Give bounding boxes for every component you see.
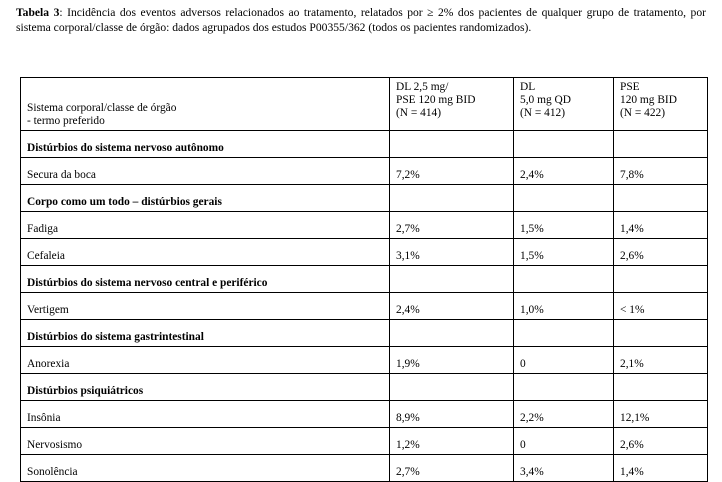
table-row	[21, 455, 708, 482]
caption-label: Tabela 3	[16, 6, 60, 19]
caption-text: : Incidência dos eventos adversos relacionados ao tratamento, relatados por ≥ 2% dos pacientes de qualquer grupo de tratamento, por sistema corporal/classe de órgão: dados agrupados dos estudos P00355/362 (todos os pacientes randomizados).	[16, 6, 707, 34]
value-cell: 2,7%	[390, 455, 514, 482]
value-cell	[614, 131, 708, 158]
table-row	[21, 158, 708, 185]
adverse-events-table	[20, 77, 708, 482]
value-cell: 1,2%	[390, 428, 514, 455]
value-cell	[390, 185, 514, 212]
header-line: DL 2,5 mg/	[396, 81, 449, 93]
value-cell	[514, 266, 614, 293]
category-label: Distúrbios do sistema gastrintestinal	[21, 320, 390, 347]
category-row	[21, 266, 708, 293]
value-cell	[614, 320, 708, 347]
value-cell: 2,7%	[390, 212, 514, 239]
term-cell: Secura da boca	[21, 158, 390, 185]
value-cell: 2,1%	[614, 347, 708, 374]
header-line: (N = 422)	[620, 107, 666, 119]
value-cell: 12,1%	[614, 401, 708, 428]
value-cell: 1,5%	[514, 239, 614, 266]
value-cell	[514, 131, 614, 158]
table-row	[21, 428, 708, 455]
value-cell: < 1%	[614, 293, 708, 320]
header-line: DL	[520, 81, 536, 93]
header-cell-pse	[614, 78, 708, 131]
category-label: Corpo como um todo – distúrbios gerais	[21, 185, 390, 212]
value-cell: 7,2%	[390, 158, 514, 185]
value-cell: 3,4%	[514, 455, 614, 482]
value-cell	[514, 185, 614, 212]
table-header-row	[21, 78, 708, 131]
value-cell	[390, 131, 514, 158]
header-line: (N = 414)	[396, 107, 442, 119]
term-cell: Fadiga	[21, 212, 390, 239]
category-row	[21, 374, 708, 401]
header-line: 5,0 mg QD	[520, 94, 571, 106]
value-cell	[390, 320, 514, 347]
value-cell: 2,2%	[514, 401, 614, 428]
category-row	[21, 320, 708, 347]
value-cell: 2,4%	[514, 158, 614, 185]
header-line: 120 mg BID	[620, 94, 677, 106]
table-caption	[16, 5, 706, 35]
category-row	[21, 185, 708, 212]
header-line: (N = 412)	[520, 107, 566, 119]
term-cell: Nervosismo	[21, 428, 390, 455]
value-cell	[514, 374, 614, 401]
value-cell: 8,9%	[390, 401, 514, 428]
header-cell-body-system	[21, 78, 390, 131]
term-cell: Sonolência	[21, 455, 390, 482]
header-line: - termo preferido	[27, 115, 105, 127]
header-cell-dl	[514, 78, 614, 131]
value-cell	[514, 320, 614, 347]
value-cell	[614, 374, 708, 401]
header-line: Sistema corporal/classe de órgão	[27, 102, 177, 114]
header-line: PSE	[620, 81, 640, 93]
term-cell: Insônia	[21, 401, 390, 428]
table-row	[21, 293, 708, 320]
value-cell: 7,8%	[614, 158, 708, 185]
term-cell: Cefaleia	[21, 239, 390, 266]
term-cell: Vertigem	[21, 293, 390, 320]
table-row	[21, 239, 708, 266]
value-cell: 1,5%	[514, 212, 614, 239]
value-cell	[614, 185, 708, 212]
table-row	[21, 401, 708, 428]
value-cell: 3,1%	[390, 239, 514, 266]
value-cell: 2,4%	[390, 293, 514, 320]
value-cell: 1,4%	[614, 455, 708, 482]
category-row	[21, 131, 708, 158]
category-label: Distúrbios do sistema nervoso autônomo	[21, 131, 390, 158]
value-cell: 2,6%	[614, 428, 708, 455]
value-cell: 0	[514, 428, 614, 455]
header-line: PSE 120 mg BID	[396, 94, 476, 106]
category-label: Distúrbios psiquiátricos	[21, 374, 390, 401]
header-cell-dl-pse	[390, 78, 514, 131]
value-cell	[390, 266, 514, 293]
value-cell: 0	[514, 347, 614, 374]
term-cell: Anorexia	[21, 347, 390, 374]
value-cell: 1,9%	[390, 347, 514, 374]
value-cell	[614, 266, 708, 293]
value-cell: 2,6%	[614, 239, 708, 266]
value-cell	[390, 374, 514, 401]
table-row	[21, 347, 708, 374]
category-label: Distúrbios do sistema nervoso central e periférico	[21, 266, 390, 293]
value-cell: 1,0%	[514, 293, 614, 320]
value-cell: 1,4%	[614, 212, 708, 239]
table-row	[21, 212, 708, 239]
